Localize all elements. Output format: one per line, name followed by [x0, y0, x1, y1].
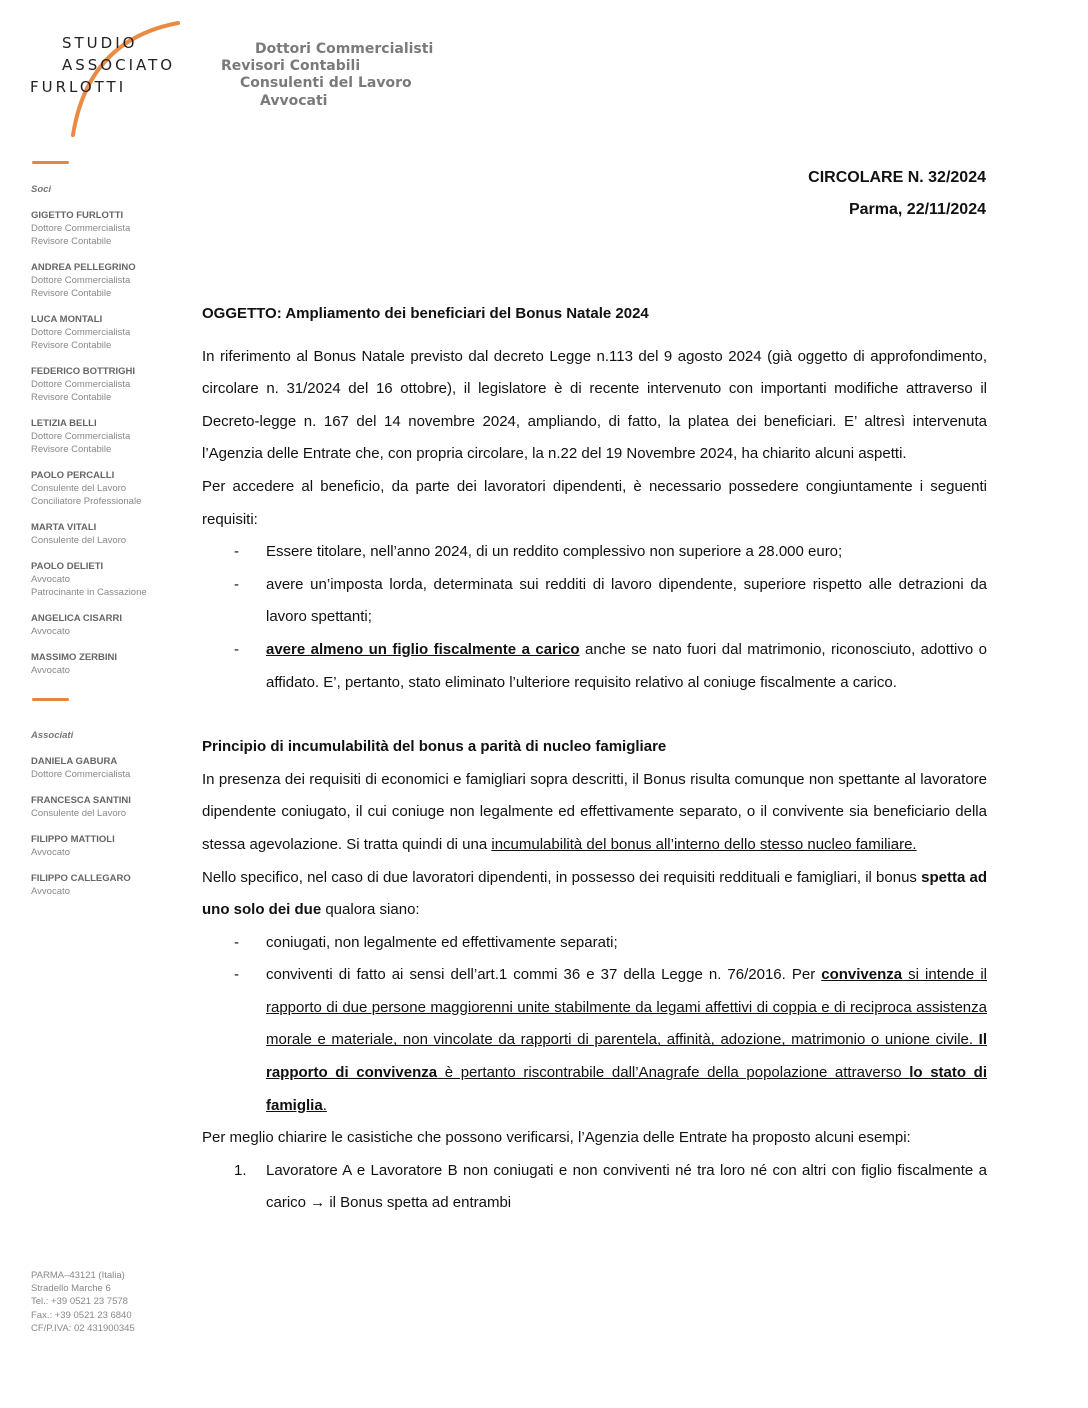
partner-entry: [31, 521, 181, 547]
partner-role: Consulente del Lavoro: [31, 483, 127, 494]
profession-line: Avvocati: [260, 93, 328, 109]
address-line: CF/P.IVA: 02 431900345: [31, 1322, 135, 1334]
list-item: [202, 959, 987, 1122]
list-item: - coniugati, non legalmente ed effettivamente separati;: [202, 927, 987, 960]
partner-role: Dottore Commercialista: [31, 327, 131, 338]
paragraph: [202, 764, 987, 862]
emphasis: lo stato di famiglia: [266, 1064, 987, 1114]
logo-text-furlotti: FURLOTTI: [30, 78, 127, 96]
partner-role: Conciliatore Professionale: [31, 496, 142, 507]
sidebar-partners: [31, 184, 181, 911]
partner-entry: [31, 209, 181, 248]
partner-entry: [31, 794, 181, 820]
partner-role: Revisore Contabile: [31, 392, 112, 403]
document-body: [202, 298, 987, 1220]
partner-role: Revisore Contabile: [31, 340, 112, 351]
partner-role: Dottore Commercialista: [31, 769, 131, 780]
partner-role: Revisore Contabile: [31, 236, 112, 247]
profession-line: Consulenti del Lavoro: [240, 75, 412, 91]
document-date: Parma, 22/11/2024: [848, 201, 986, 218]
address-line: PARMA–43121 (Italia): [31, 1270, 125, 1281]
list-item: [202, 1155, 987, 1220]
underlined-text: è pertanto riscontrabile dall’Anagrafe della popolazione attraverso: [437, 1064, 910, 1082]
partner-role: Dottore Commercialista: [31, 379, 131, 390]
partner-entry: [31, 313, 181, 352]
partner-role: Avvocato: [31, 626, 70, 637]
partner-entry: [31, 560, 181, 599]
partner-role: Dottore Commercialista: [31, 275, 131, 286]
address-line: Fax.: +39 0521 23 6840: [31, 1309, 132, 1321]
text: Nello specifico, nel caso di due lavoratori dipendenti, in possesso dei requisiti reddituali e famigliari, il bonus: [202, 868, 922, 886]
underlined-text: si intende il rapporto di due persone maggiorenni unite stabilmente da legami affettivi di coppia e di reciproca assistenza morale e materiale, non vincolate da rapporti di parentela, affinità, adozione, matrimonio o unione civile.: [266, 966, 987, 1049]
partner-role: Dottore Commercialista: [31, 431, 131, 442]
partner-name: ANGELICA CISARRI: [31, 613, 122, 624]
partner-name: FILIPPO MATTIOLI: [31, 834, 115, 845]
partner-entry: [31, 365, 181, 404]
partner-entry: [31, 755, 181, 781]
circolare-number: CIRCOLARE N. 32/2024: [808, 169, 986, 186]
cases-list: [202, 927, 987, 1123]
associati-list: [31, 755, 181, 898]
partner-entry: [31, 872, 181, 898]
partner-entry: [31, 612, 181, 638]
list-number: 1.: [234, 1161, 247, 1179]
partner-name: PAOLO DELIETI: [31, 561, 104, 572]
partner-role: Avvocato: [31, 574, 70, 585]
partner-name: FILIPPO CALLEGARO: [31, 873, 131, 884]
text: conviventi di fatto ai sensi dell’art.1 commi 36 e 37 della Legge n. 76/2016. Per: [266, 966, 822, 984]
subject-line: OGGETTO: Ampliamento dei beneficiari del Bonus Natale 2024: [202, 305, 649, 322]
text: Lavoratore A e Lavoratore B non coniugati e non conviventi né tra loro né con altri con figlio fiscalmente a carico → il Bonus spetta ad entrambi: [266, 1161, 987, 1212]
logo-text-associato: ASSOCIATO: [62, 56, 176, 74]
emphasis: spetta ad uno solo dei due: [202, 868, 987, 919]
partner-name: LUCA MONTALI: [31, 314, 103, 325]
emphasis: avere almeno un figlio fiscalmente a carico: [266, 640, 580, 658]
soci-heading: Soci: [31, 184, 52, 195]
text: anche se nato fuori dal matrimonio, riconosciuto, adottivo o affidato. E’, pertanto, stato eliminato l’ulteriore requisito relativo al coniuge fiscalmente a carico.: [266, 640, 987, 691]
requirements-list: [202, 536, 987, 699]
text: qualora siano:: [321, 901, 420, 919]
partner-name: PAOLO PERCALLI: [31, 470, 115, 481]
paragraph: [202, 862, 987, 927]
partner-entry: [31, 833, 181, 859]
text: .: [322, 1096, 327, 1114]
partner-role: Revisore Contabile: [31, 288, 112, 299]
emphasis: Il rapporto di convivenza: [266, 1031, 987, 1082]
partner-name: ANDREA PELLEGRINO: [31, 262, 136, 273]
partner-name: MASSIMO ZERBINI: [31, 652, 118, 663]
partner-role: Avvocato: [31, 847, 70, 858]
list-item: - avere un’imposta lorda, determinata sui redditi di lavoro dipendente, superiore rispetto alle detrazioni da lavoro spettanti;: [202, 569, 987, 634]
partner-name: MARTA VITALI: [31, 522, 97, 533]
partner-entry: [31, 417, 181, 456]
partner-role: Avvocato: [31, 886, 70, 897]
partner-name: FRANCESCA SANTINI: [31, 795, 131, 806]
company-logo: [28, 20, 188, 140]
address-line: Stradello Marche 6: [31, 1283, 111, 1295]
paragraph: Per meglio chiarire le casistiche che possono verificarsi, l’Agenzia delle Entrate ha proposto alcuni esempi:: [202, 1129, 911, 1147]
partner-entry: [31, 651, 181, 677]
partner-role: Dottore Commercialista: [31, 223, 131, 234]
partner-role: Revisore Contabile: [31, 444, 112, 455]
profession-line: Dottori Commercialisti: [255, 41, 434, 57]
partner-entry: [31, 261, 181, 300]
text: In presenza dei requisiti di economici e famigliari sopra descritti, il Bonus risulta comunque non spettante al lavoratore dipendente coniugato, il cui coniuge non legalmente ed effettivamente separato, o il convivente sia beneficiario della stessa agevolazione. Si tratta quindi di una: [202, 770, 987, 853]
examples-list: [202, 1155, 987, 1220]
address-line: Tel.: +39 0521 23 7578: [31, 1296, 128, 1308]
partner-role: Consulente del Lavoro: [31, 535, 127, 546]
partner-role: Consulente del Lavoro: [31, 808, 127, 819]
paragraph: In riferimento al Bonus Natale previsto dal decreto Legge n.113 del 9 agosto 2024 (già oggetto di approfondimento, circolare n. 31/2024 del 16 ottobre), il legislatore è di recente intervenuto con importanti modifiche attraverso il Decreto-legge n. 167 del 14 novembre 2024, ampliando, di fatto, la platea dei beneficiari. E’ altresì intervenuta l’Agenzia delle Entrate che, con propria circolare, la n.22 del 19 Novembre 2024, ha chiarito alcuni aspetti.: [202, 347, 987, 463]
partner-name: FEDERICO BOTTRIGHI: [31, 366, 135, 377]
partner-name: DANIELA GABURA: [31, 756, 118, 767]
partner-name: GIGETTO FURLOTTI: [31, 210, 124, 221]
section-heading: Principio di incumulabilità del bonus a parità di nucleo famigliare: [202, 738, 667, 756]
list-item: - Essere titolare, nell’anno 2024, di un reddito complessivo non superiore a 28.000 euro;: [202, 536, 987, 569]
profession-line: Revisori Contabili: [221, 58, 361, 74]
partner-name: LETIZIA BELLI: [31, 418, 97, 429]
emphasis: convivenza: [821, 966, 903, 984]
footer-address: [31, 1269, 135, 1335]
underlined-text: incumulabilità del bonus all’interno dello stesso nucleo familiare.: [491, 835, 917, 853]
partner-role: Patrocinante in Cassazione: [31, 587, 147, 598]
spacer: [31, 690, 181, 730]
divider: [32, 161, 69, 164]
list-item: [202, 634, 987, 699]
paragraph: Per accedere al beneficio, da parte dei lavoratori dipendenti, è necessario possedere congiuntamente i seguenti requisiti:: [202, 477, 987, 528]
partner-entry: [31, 469, 181, 508]
logo-text-studio: STUDIO: [62, 34, 138, 52]
partner-role: Avvocato: [31, 665, 70, 676]
soci-list: [31, 209, 181, 677]
associati-heading: Associati: [31, 730, 74, 741]
